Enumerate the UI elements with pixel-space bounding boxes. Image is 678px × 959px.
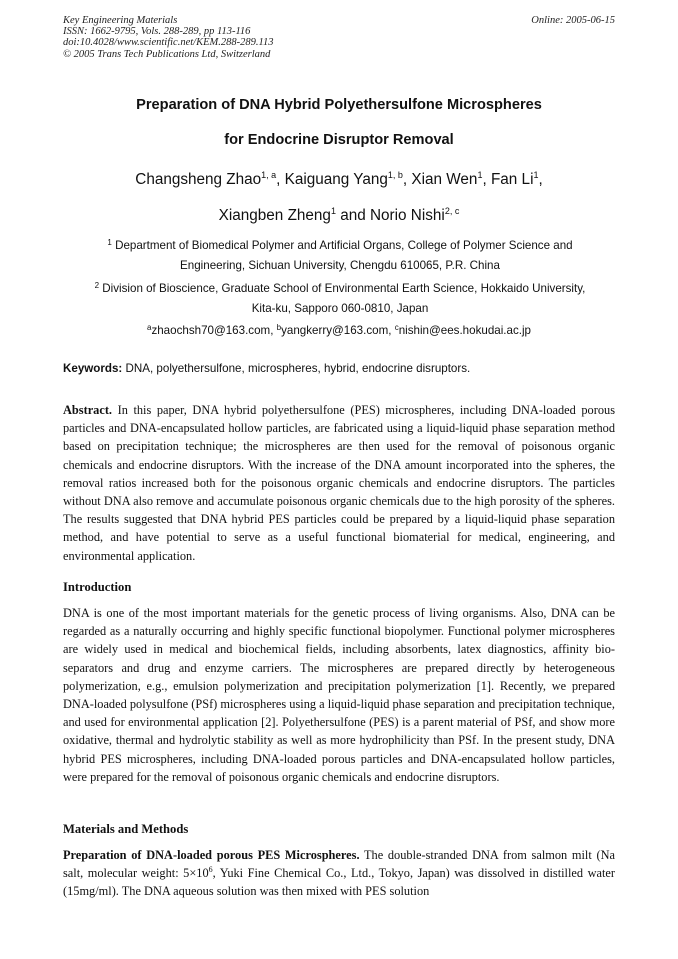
email-link[interactable]: nishin@ees.hokudai.ac.jp xyxy=(398,324,532,337)
paper-title xyxy=(63,88,615,158)
affiliation-mark: 1 xyxy=(107,238,112,247)
exponent: 6 xyxy=(208,865,213,875)
keywords-text: DNA, polyethersulfone, microspheres, hybrid, endocrine disruptors. xyxy=(122,362,471,375)
title-line-1: Preparation of DNA Hybrid Polyethersulfone Microspheres xyxy=(136,97,542,113)
introduction-paragraph: DNA is one of the most important materials for the genetic process of living organisms. Also, DNA can be regarded as a naturally occurring and highly specific functional biopolymer. Functional polymer microspheres are widely used in medical and biochemical fields, including absorbents, latex diagnostics, affinity bio-separators and drug and enzyme carriers. The microspheres are prepared directly by heterogeneous polymerization, e.g., emulsion polymerization and precipitation polymerization [1]. Recently, we prepared DNA-loaded polysulfone (PSf) microspheres using a liquid-liquid phase separation and precipitation technique, and used for environmental application [2]. Polyethersulfone (PES) is a parent material of PSf, and show more oxidative, thermal and hydrolytic stability as well as more hydrophilicity than PSf. In the present study, DNA hybrid PES microspheres, including DNA-loaded porous particles and DNA-encapsulated hollow particles, were prepared for the removal of poisonous organic chemicals and endocrine disruptors. xyxy=(63,606,615,784)
author-separator: and xyxy=(335,207,370,224)
author-affiliation-mark: 1, a xyxy=(261,170,277,180)
author-separator: , xyxy=(276,171,285,188)
author-affiliation-mark: 1 xyxy=(477,170,483,180)
methods-paragraph xyxy=(63,846,615,901)
author-affiliation-mark: 2, c xyxy=(444,206,460,216)
introduction-heading: Introduction xyxy=(63,580,132,594)
methods-heading: Materials and Methods xyxy=(63,822,189,836)
abstract-text: In this paper, DNA hybrid polyethersulfone (PES) microspheres, including DNA-loaded porous particles and DNA-encapsulated hollow particles, are fabricated using a liquid-liquid phase separation method based on precipitation technique; the microspheres are then used for the removal of poisonous organic chemicals and endocrine disruptors. With the increase of the DNA amount incorporated into the spheres, the removal ratios increased both for the poisonous organic chemicals and endocrine disruptors. The particles without DNA also remove and accumulate poisonous organic chemicals due to the high porosity of the spheres. The results suggested that DNA hybrid PES particles could be prepared by a liquid-liquid phase separation method, and have potential to serve as a useful functional biomaterial for medical, engineering, and environmental application. xyxy=(63,403,615,563)
title-line-2: for Endocrine Disruptor Removal xyxy=(224,132,454,148)
email-separator: , xyxy=(388,324,395,337)
affiliation-line: Engineering, Sichuan University, Chengdu 610065, P.R. China xyxy=(180,259,500,272)
author-affiliation-mark: 1 xyxy=(330,206,336,216)
author-name: Xiangben Zheng xyxy=(218,207,331,224)
affiliation-line: Department of Biomedical Polymer and Artificial Organs, College of Polymer Science and xyxy=(115,239,573,252)
affiliation-2 xyxy=(80,279,600,319)
methods-text: , Yuki Fine Chemical Co., Ltd., Tokyo, Japan) was dissolved in distilled water (15mg/ml). The DNA aqueous solution was then mixed with PES solution xyxy=(63,866,615,899)
keywords-line xyxy=(63,361,615,377)
email-mark: a xyxy=(146,323,152,332)
methods-text: The double-stranded DNA from salmon milt (Na salt, molecular weight: 5×10 xyxy=(63,848,615,881)
affiliation-1 xyxy=(80,236,600,276)
email-list xyxy=(63,322,615,340)
methods-subheading: Preparation of DNA-loaded porous PES Microspheres. xyxy=(63,848,360,862)
author-separator: , xyxy=(482,171,491,188)
author-name: Kaiguang Yang xyxy=(284,171,388,188)
author-line-1 xyxy=(63,162,615,198)
email-separator: , xyxy=(270,324,277,337)
email-mark: b xyxy=(276,323,282,332)
author-line-2 xyxy=(63,198,615,234)
author-separator: , xyxy=(538,171,543,188)
author-affiliation-mark: 1, b xyxy=(387,170,403,180)
author-name: Norio Nishi xyxy=(370,207,445,224)
author-name: Fan Li xyxy=(490,171,534,188)
author-separator: , xyxy=(402,171,412,188)
author-list xyxy=(63,162,615,234)
author-name: Xian Wen xyxy=(411,171,478,188)
keywords-label: Keywords: xyxy=(63,362,123,375)
email-link[interactable]: yangkerry@163.com xyxy=(281,324,389,337)
online-date: Online: 2005-06-15 xyxy=(531,15,615,26)
issn-line: ISSN: 1662-9795, Vols. 288-289, pp 113-116 xyxy=(63,26,251,38)
email-link[interactable]: zhaochsh70@163.com xyxy=(151,324,271,337)
doi-line: doi:10.4028/www.scientific.net/KEM.288-289.113 xyxy=(63,37,274,49)
copyright-line: © 2005 Trans Tech Publications Ltd, Switzerland xyxy=(63,48,271,60)
affiliation-mark: 2 xyxy=(94,281,100,290)
author-affiliation-mark: 1 xyxy=(533,170,539,180)
email-mark: c xyxy=(394,323,399,332)
journal-name: Key Engineering Materials xyxy=(63,15,178,26)
author-name: Changsheng Zhao xyxy=(135,171,262,188)
affiliation-line: Division of Bioscience, Graduate School of Environmental Earth Science, Hokkaido University, xyxy=(102,282,586,295)
journal-header xyxy=(63,15,615,60)
abstract-paragraph xyxy=(63,401,615,565)
affiliation-line: Kita-ku, Sapporo 060-0810, Japan xyxy=(251,302,429,315)
abstract-label: Abstract. xyxy=(63,403,113,417)
